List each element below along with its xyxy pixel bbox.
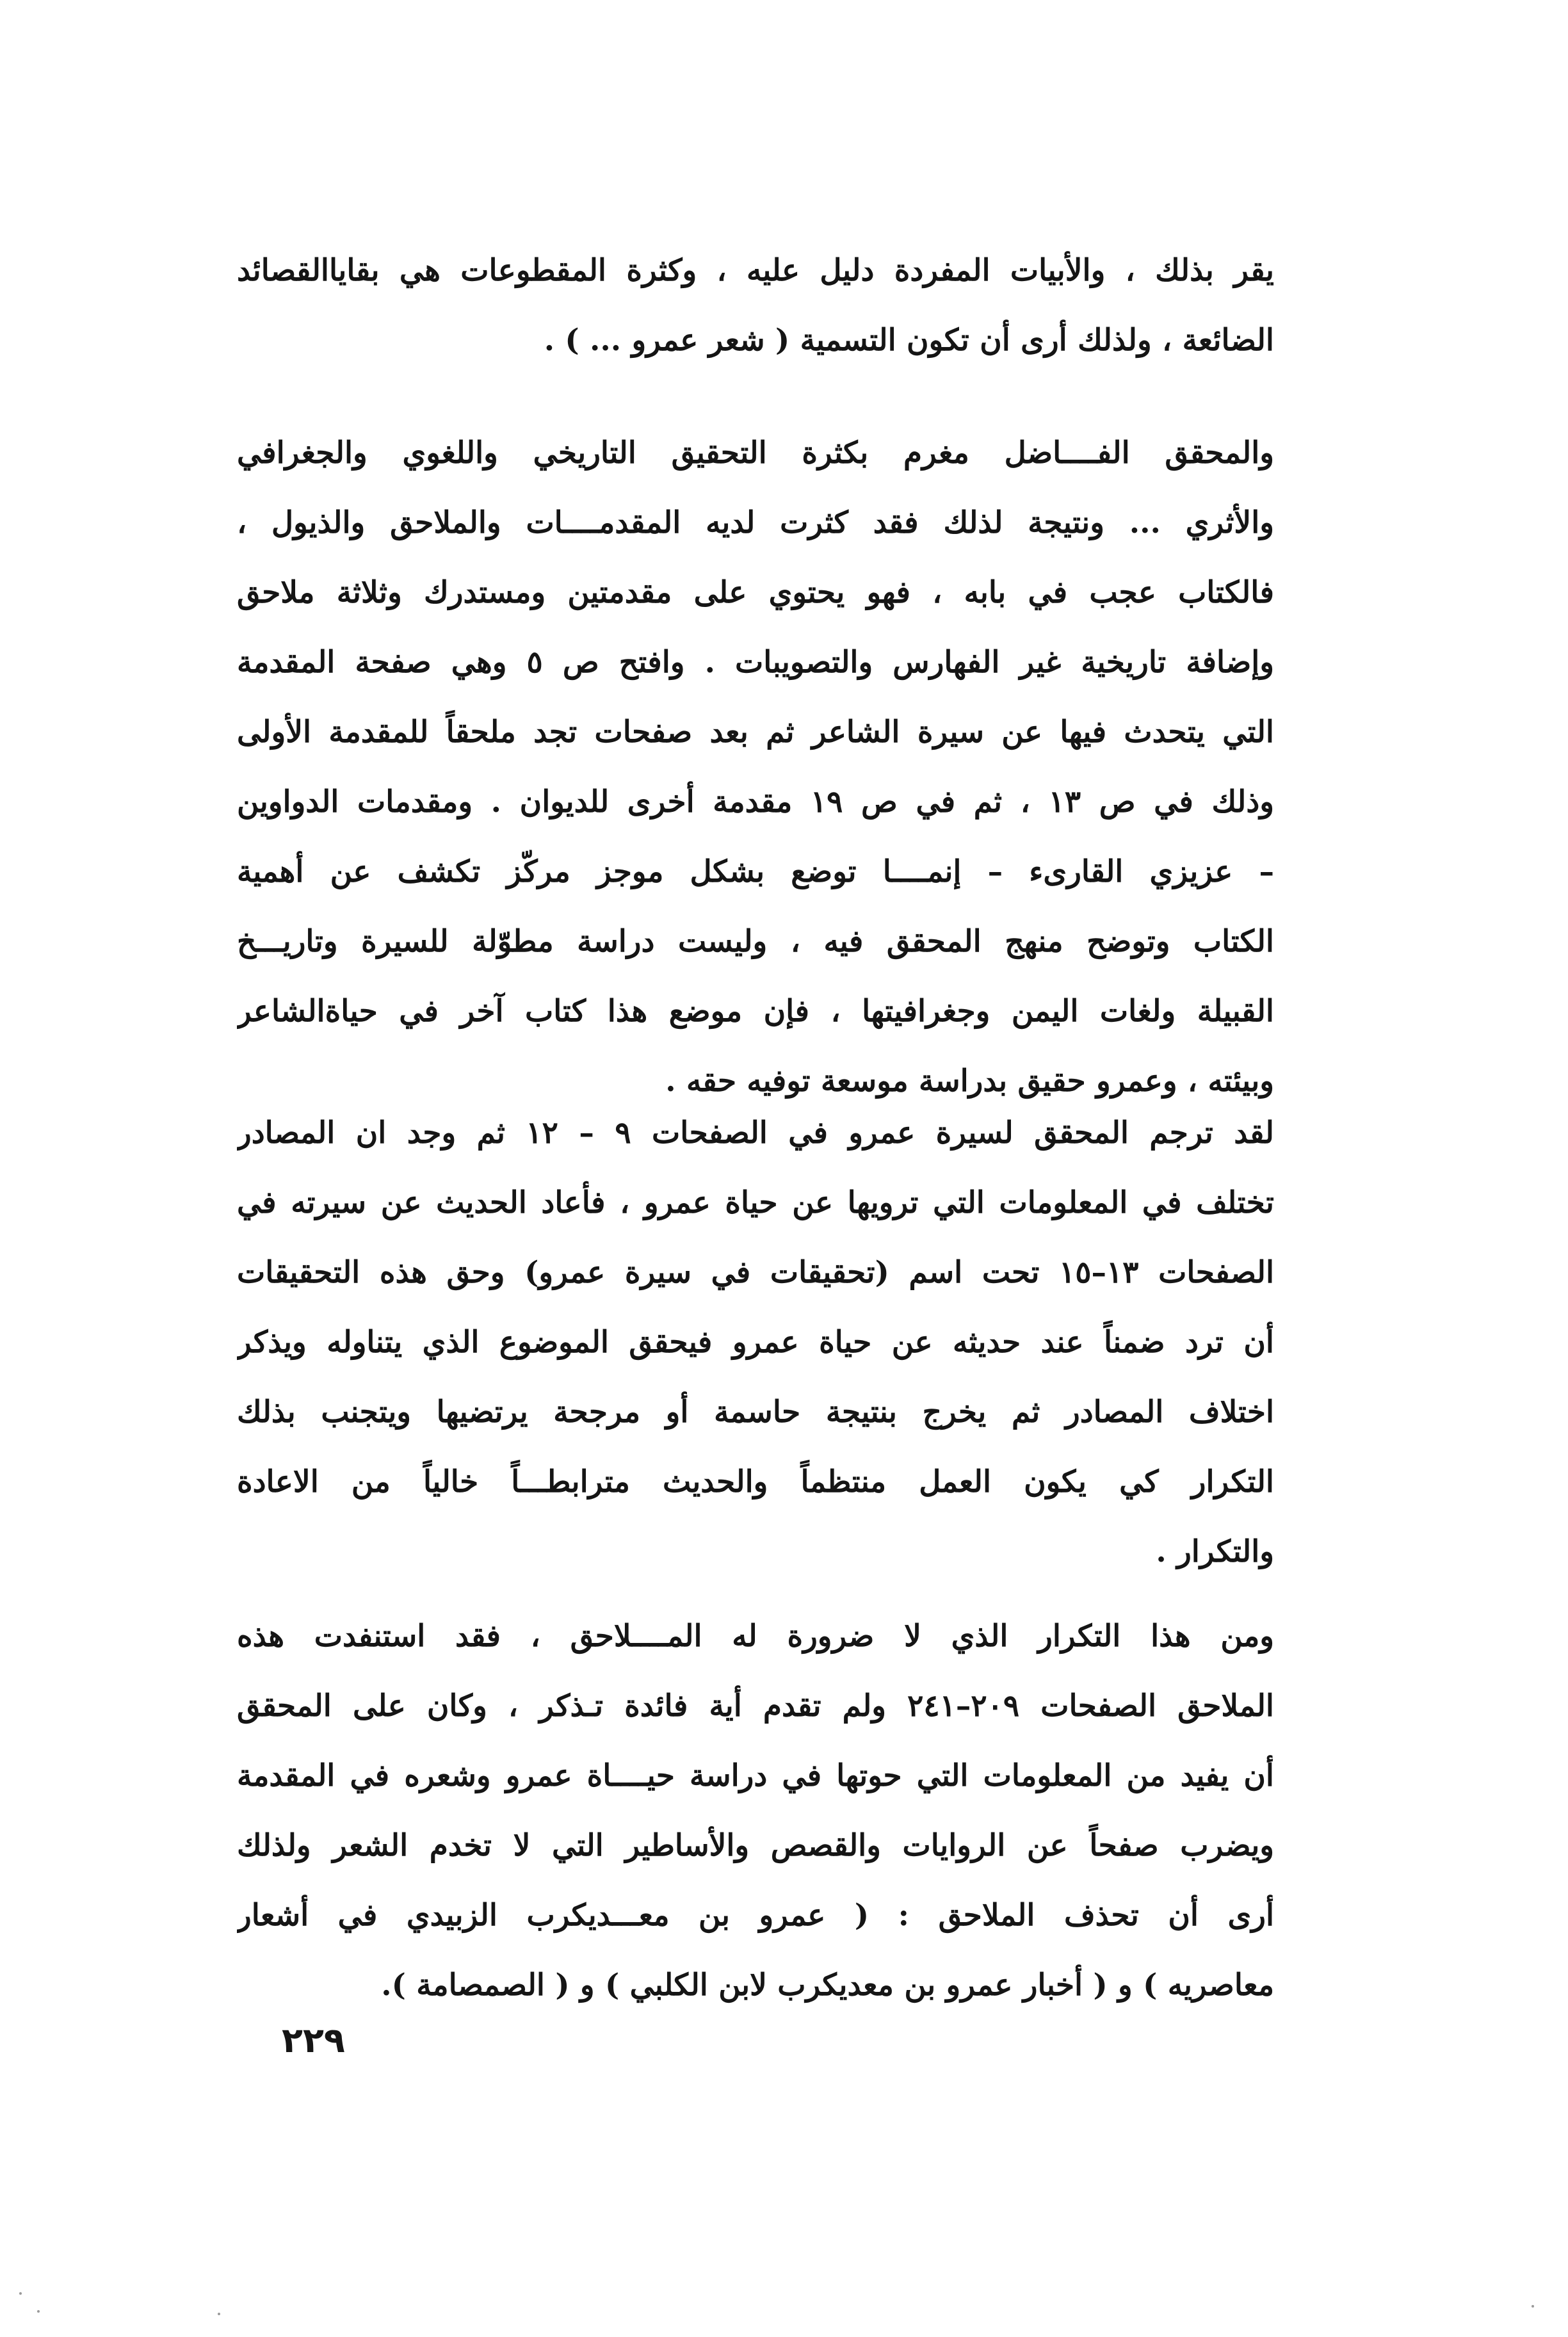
text-line: الضائعة ، ولذلك أرى أن تكون التسمية ( شعر عمرو ... ) .	[544, 323, 1274, 358]
text-line: ومن هذا التكرار الذي لا ضرورة له المــــلاحق ، فقد استنفدت هذه	[237, 1619, 1274, 1654]
text-line: أن ترد ضمناً عند حديثه عن حياة عمرو فيحقق الموضوع الذي يتناوله ويذكر	[237, 1325, 1274, 1360]
text-line: فالكتاب عجب في بابه ، فهو يحتوي على مقدمتين ومستدرك وثلاثة ملاحق	[237, 575, 1274, 610]
text-line: القبيلة ولغات اليمن وجغرافيتها ، فإن موضع هذا كتاب آخر في حياةالشاعر	[237, 994, 1274, 1029]
scan-speck	[1532, 2305, 1534, 2308]
text-line: والأثري ... ونتيجة لذلك فقد كثرت لديه المقدمــــات والملاحق والذيول ،	[237, 505, 1274, 540]
text-line: التكرار كي يكون العمل منتظماً والحديث مترابطـــاً خالياً من الاعادة	[237, 1464, 1274, 1500]
text-line: – عزيزي القارىء – إنمــــا توضع بشكل موجز مركّز تكشف عن أهمية	[237, 854, 1274, 889]
text-line: وإضافة تاريخية غير الفهارس والتصويبات . وافتح ص ٥ وهي صفحة المقدمة	[237, 645, 1274, 680]
text-line: الكتاب وتوضح منهج المحقق فيه ، وليست دراسة مطوّلة للسيرة وتاريـــخ	[237, 924, 1274, 959]
text-line: الملاحق الصفحات ٢٠٩–٢٤١ ولم تقدم أية فائدة تـذكر ، وكان على المحقق	[237, 1688, 1274, 1724]
paragraph-2	[237, 418, 1274, 1116]
text-line: أرى أن تحذف الملاحق : ( عمرو بن معـــديكرب الزبيدي في أشعار	[237, 1898, 1274, 1933]
text-line: والمحقق الفــــاضل مغرم بكثرة التحقيق التاريخي واللغوي والجغرافي	[237, 435, 1274, 471]
text-line: تختلف في المعلومات التي ترويها عن حياة عمرو ، فأعاد الحديث عن سيرته في	[237, 1185, 1274, 1220]
text-line: اختلاف المصادر ثم يخرج بنتيجة حاسمة أو مرجحة يرتضيها ويتجنب بذلك	[237, 1395, 1274, 1430]
text-line: التي يتحدث فيها عن سيرة الشاعر ثم بعد صفحات تجد ملحقاً للمقدمة الأولى	[237, 715, 1274, 750]
text-line: يقر بذلك ، والأبيات المفردة دليل عليه ، وكثرة المقطوعات هي بقاياالقصائد	[237, 253, 1274, 288]
text-line: وبيئته ، وعمرو حقيق بدراسة موسعة توفيه حقه .	[665, 1063, 1274, 1099]
text-line: معاصريه ) و ( أخبار عمرو بن معديكرب لابن الكلبي ) و ( الصمصامة ).	[381, 1968, 1274, 2003]
paragraph-1	[237, 236, 1274, 375]
text-line: ويضرب صفحاً عن الروايات والقصص والأساطير التي لا تخدم الشعر ولذلك	[237, 1828, 1274, 1863]
text-line: لقد ترجم المحقق لسيرة عمرو في الصفحات ٩ – ١٢ ثم وجد ان المصادر	[237, 1115, 1274, 1151]
paragraph-4	[237, 1601, 1274, 2020]
page-number: ٢٢٩	[282, 2020, 345, 2060]
scan-speck	[218, 2313, 220, 2315]
text-line: وذلك في ص ١٣ ، ثم في ص ١٩ مقدمة أخرى للديوان . ومقدمات الدواوين	[237, 784, 1274, 820]
paragraph-3	[237, 1098, 1274, 1587]
text-line: أن يفيد من المعلومات التي حوتها في دراسة حيــــاة عمرو وشعره في المقدمة	[237, 1758, 1274, 1793]
scan-speck	[37, 2310, 40, 2313]
scan-speck	[19, 2292, 22, 2295]
text-line: والتكرار .	[1156, 1534, 1274, 1569]
text-line: الصفحات ١٣–١٥ تحت اسم (تحقيقات في سيرة عمرو) وحق هذه التحقيقات	[237, 1255, 1274, 1290]
